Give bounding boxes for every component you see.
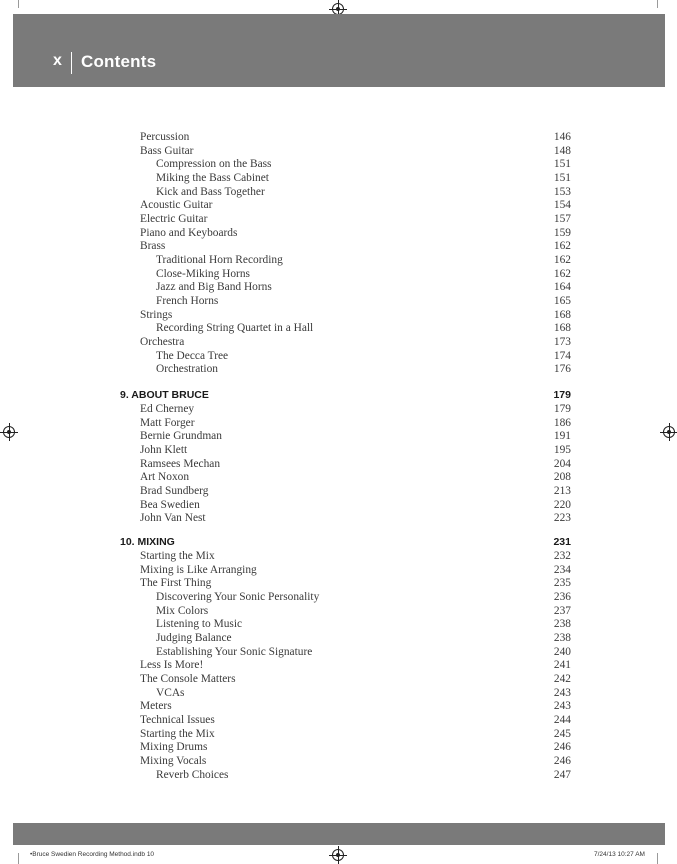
chapter-heading [120, 389, 571, 402]
entry-page-number: 159 [553, 226, 571, 239]
entry-title: Technical Issues [140, 714, 215, 727]
entry-page-number: 213 [553, 485, 571, 498]
chapter-title: 10. MIXING [120, 536, 175, 548]
toc-entry [140, 577, 571, 590]
entry-page-number: 146 [553, 131, 571, 143]
chapter-page-number: 179 [553, 389, 571, 401]
running-header [13, 14, 665, 87]
toc-entry [156, 769, 571, 782]
entry-page-number: 162 [553, 267, 571, 280]
entry-title: Ramsees Mechan [140, 457, 221, 470]
chapter-heading [120, 536, 571, 549]
page-number: x [53, 52, 62, 69]
chapter-title: 9. ABOUT BRUCE [120, 389, 209, 401]
entry-title: French Horns [156, 295, 219, 308]
entry-page-number: 232 [553, 550, 571, 562]
entry-title: Starting the Mix [140, 550, 215, 562]
entry-title: Compression on the Bass [156, 158, 272, 171]
entry-page-number: 246 [553, 741, 571, 754]
toc-entry [156, 158, 571, 171]
entry-title: Less Is More! [140, 659, 204, 672]
entry-title: Recording String Quartet in a Hall [156, 322, 314, 335]
toc-entry [140, 403, 571, 416]
entry-page-number: 153 [553, 185, 571, 198]
crop-mark [18, 0, 19, 8]
entry-page-number: 179 [553, 403, 571, 415]
toc-entry [140, 336, 571, 349]
entry-page-number: 245 [553, 727, 571, 740]
entry-title: Judging Balance [156, 632, 232, 645]
entry-page-number: 164 [553, 281, 571, 294]
toc-entry [140, 471, 571, 484]
entry-page-number: 238 [553, 632, 571, 645]
toc-entry [140, 240, 571, 253]
entry-page-number: 234 [553, 563, 571, 576]
toc-entry [140, 309, 571, 322]
entry-title: Brass [140, 240, 166, 253]
entry-page-number: 186 [553, 416, 571, 429]
toc-entry [156, 687, 571, 700]
entry-title: Reverb Choices [156, 768, 229, 781]
toc-entry [140, 485, 571, 498]
entry-page-number: 238 [553, 618, 571, 631]
entry-title: Orchestra [140, 336, 185, 349]
toc-entry [140, 444, 571, 457]
toc-entry [140, 550, 571, 563]
toc-entry [140, 499, 571, 512]
toc-entry [140, 741, 571, 754]
toc-entry [140, 564, 571, 577]
entry-title: Ed Cherney [140, 403, 195, 415]
entry-title: Bernie Grundman [140, 430, 222, 443]
entry-page-number: 157 [553, 213, 571, 226]
entry-page-number: 247 [553, 768, 571, 781]
entry-title: Strings [140, 308, 173, 321]
entry-page-number: 176 [553, 363, 571, 376]
toc-entry [156, 363, 571, 376]
entry-page-number: 204 [553, 457, 571, 470]
toc-entry [156, 268, 571, 281]
toc-entry [140, 199, 571, 212]
entry-page-number: 151 [553, 158, 571, 171]
toc-entry [140, 227, 571, 240]
entry-title: Jazz and Big Band Horns [156, 281, 272, 294]
toc-entry [140, 755, 571, 768]
entry-page-number: 165 [553, 295, 571, 308]
entry-title: Matt Forger [140, 416, 195, 429]
chapter-page-number: 231 [553, 536, 571, 548]
toc-entry [140, 131, 571, 144]
toc-entry [156, 186, 571, 199]
entry-title: Mixing Vocals [140, 755, 207, 768]
toc-entry [140, 728, 571, 741]
toc-entry [156, 295, 571, 308]
header-divider [71, 52, 72, 74]
registration-mark-icon [332, 849, 344, 861]
entry-page-number: 208 [553, 471, 571, 484]
entry-title: Electric Guitar [140, 213, 208, 226]
footer-bar [13, 823, 665, 845]
entry-title: Piano and Keyboards [140, 226, 238, 239]
entry-title: Percussion [140, 131, 190, 143]
registration-mark-icon [3, 426, 15, 438]
entry-page-number: 243 [553, 700, 571, 713]
entry-title: Meters [140, 700, 172, 713]
entry-page-number: 148 [553, 144, 571, 157]
entry-title: Kick and Bass Together [156, 185, 265, 198]
crop-mark [657, 853, 658, 864]
entry-page-number: 240 [553, 645, 571, 658]
entry-title: Art Noxon [140, 471, 190, 484]
entry-title: Establishing Your Sonic Signature [156, 645, 313, 658]
entry-page-number: 191 [553, 430, 571, 443]
entry-title: Mix Colors [156, 604, 209, 617]
entry-title: Miking the Bass Cabinet [156, 172, 269, 184]
print-slug-date: 7/24/13 10:27 AM [594, 851, 645, 858]
entry-page-number: 162 [553, 254, 571, 267]
entry-page-number: 237 [553, 604, 571, 617]
entry-title: Listening to Music [156, 618, 243, 631]
entry-title: The Console Matters [140, 673, 236, 686]
entry-page-number: 220 [553, 498, 571, 511]
toc-entry [156, 350, 571, 363]
toc-entry [140, 417, 571, 430]
entry-page-number: 223 [553, 512, 571, 525]
entry-title: Brad Sundberg [140, 485, 209, 498]
entry-title: Traditional Horn Recording [156, 254, 283, 267]
entry-page-number: 162 [553, 240, 571, 253]
entry-page-number: 173 [553, 336, 571, 349]
entry-title: Mixing Drums [140, 741, 208, 754]
page-title: Contents [81, 52, 157, 71]
entry-title: Close-Miking Horns [156, 267, 250, 280]
entry-title: VCAs [156, 686, 185, 699]
crop-mark [657, 0, 658, 8]
entry-title: John Van Nest [140, 512, 206, 525]
entry-title: Orchestration [156, 363, 218, 376]
entry-page-number: 242 [553, 673, 571, 686]
entry-page-number: 243 [553, 686, 571, 699]
toc-entry [140, 714, 571, 727]
entry-title: The Decca Tree [156, 349, 229, 362]
toc-entry [156, 646, 571, 659]
toc-entry [140, 430, 571, 443]
entry-page-number: 241 [553, 659, 571, 672]
toc-entry [140, 213, 571, 226]
entry-title: Acoustic Guitar [140, 199, 213, 212]
toc-entry [140, 512, 571, 525]
toc-entry [140, 700, 571, 713]
toc-entry [156, 281, 571, 294]
entry-page-number: 244 [553, 714, 571, 727]
entry-page-number: 168 [553, 322, 571, 335]
entry-page-number: 235 [553, 577, 571, 590]
entry-page-number: 174 [553, 349, 571, 362]
entry-title: The First Thing [140, 577, 212, 590]
toc-entry [156, 591, 571, 604]
entry-title: Bea Swedien [140, 498, 200, 511]
entry-page-number: 195 [553, 444, 571, 456]
toc-entry [140, 145, 571, 158]
toc-entry [156, 605, 571, 618]
entry-title: Discovering Your Sonic Personality [156, 591, 320, 603]
entry-page-number: 154 [553, 199, 571, 212]
toc-entry [156, 632, 571, 645]
entry-title: John Klett [140, 444, 188, 456]
toc-entry [140, 673, 571, 686]
entry-page-number: 236 [553, 591, 571, 603]
entry-title: Starting the Mix [140, 727, 215, 740]
toc-entry [140, 659, 571, 672]
registration-mark-icon [663, 426, 675, 438]
crop-mark [18, 853, 19, 864]
entry-page-number: 246 [553, 755, 571, 768]
toc-entry [140, 458, 571, 471]
entry-page-number: 168 [553, 308, 571, 321]
toc-entry [156, 322, 571, 335]
entry-title: Mixing is Like Arranging [140, 563, 257, 576]
print-slug-file: •Bruce Swedien Recording Method.indb 10 [30, 851, 155, 858]
toc-entry [156, 172, 571, 185]
entry-title: Bass Guitar [140, 144, 194, 157]
toc-entry [156, 254, 571, 267]
entry-page-number: 151 [553, 172, 571, 184]
toc-entry [156, 618, 571, 631]
